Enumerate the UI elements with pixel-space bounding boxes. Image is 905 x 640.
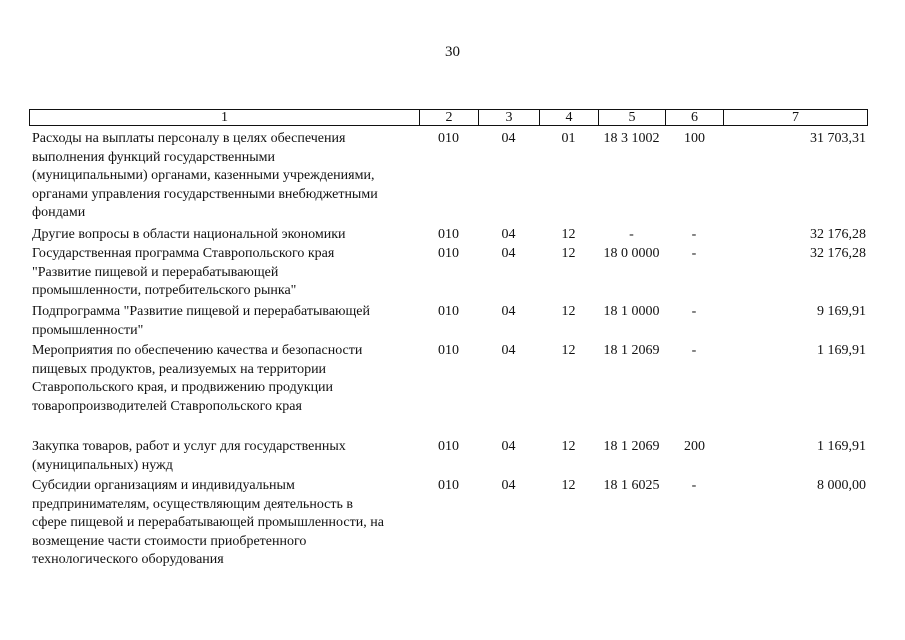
description-line: фондами [32,205,86,220]
description-line: (муниципальными) органами, казенными учреждениями, [32,168,375,183]
description-line: (муниципальных) нужд [32,457,173,473]
cell-code-2: 010 [438,439,459,454]
cell-code-6: - [691,343,697,358]
header-col-4: 4 [540,110,599,125]
description-line: выполнения функций государственными [32,149,275,165]
cell-code-4: 12 [561,343,576,358]
cell-code-6: - [691,227,697,242]
cell-amount: 9 169,91 [817,304,866,319]
description-line: органами управления государственными внебюджетными [32,186,378,202]
description-line: промышленности" [32,322,144,338]
cell-code-6: - [691,304,697,319]
description-line: Подпрограмма "Развитие пищевой и перерабатывающей [32,304,370,319]
cell-code-4: 01 [561,131,576,146]
page-number: 30 [445,44,460,60]
cell-code-2: 010 [438,227,459,242]
cell-code-2: 010 [438,478,459,493]
description-line: Ставропольского края, и продвижению продукции [32,380,334,395]
row-description [32,477,422,570]
row-description [32,342,422,416]
cell-code-5: 18 1 2069 [603,439,660,454]
cell-code-5: 18 3 1002 [603,131,660,146]
header-col-6: 6 [666,110,724,125]
cell-code-2: 010 [438,131,459,146]
cell-code-2: 010 [438,246,459,261]
cell-code-2: 010 [438,343,459,358]
description-line: возмещение части стоимости приобретенного [32,533,307,549]
description-line: пищевых продуктов, реализуемых на территории [32,361,327,377]
cell-amount: 31 703,31 [810,131,866,146]
cell-code-5: - [629,227,634,242]
cell-code-5: 18 0 0000 [603,246,660,261]
cell-code-4: 12 [561,478,576,493]
table-header [29,109,868,126]
cell-code-2: 010 [438,304,459,319]
description-line: "Развитие пищевой и перерабатывающей [32,264,279,280]
header-col-2: 2 [420,110,479,125]
cell-amount: 32 176,28 [810,246,866,261]
cell-code-5: 18 1 6025 [603,478,660,493]
description-line: технологического оборудования [32,552,224,567]
cell-code-3: 04 [501,246,516,261]
cell-code-3: 04 [501,478,516,493]
cell-code-6: 100 [684,131,705,146]
cell-code-5: 18 1 2069 [603,343,660,358]
description-line: Государственная программа Ставропольского края [32,246,335,261]
cell-code-6: 200 [684,439,705,454]
row-description [32,438,422,475]
description-line: Закупка товаров, работ и услуг для государственных [32,439,346,454]
description-line: сфере пищевой и перерабатывающей промышленности, на [32,515,384,530]
cell-code-3: 04 [501,304,516,319]
description-line: промышленности, потребительского рынка" [32,283,297,298]
row-description [32,130,422,223]
cell-amount: 32 176,28 [810,227,866,242]
row-description [32,226,422,245]
header-col-7: 7 [792,110,799,125]
cell-amount: 1 169,91 [817,439,866,454]
cell-code-3: 04 [501,227,516,242]
description-line: Субсидии организациям и индивидуальным [32,478,295,493]
description-line: предпринимателям, осуществляющим деятельность в [32,496,353,512]
cell-code-6: - [691,246,697,261]
header-col-1: 1 [30,110,420,125]
header-col-5: 5 [599,110,666,125]
header-col-3: 3 [479,110,540,125]
cell-amount: 1 169,91 [817,343,866,358]
row-description [32,303,422,340]
cell-code-5: 18 1 0000 [603,304,660,319]
cell-code-4: 12 [561,246,576,261]
cell-code-3: 04 [501,343,516,358]
description-line: Другие вопросы в области национальной экономики [32,227,346,242]
description-line: Расходы на выплаты персоналу в целях обеспечения [32,131,346,146]
cell-code-4: 12 [561,304,576,319]
cell-code-6: - [691,478,697,493]
description-line: товаропроизводителей Ставропольского края [32,398,302,414]
cell-code-3: 04 [501,131,516,146]
cell-code-4: 12 [561,439,576,454]
cell-amount: 8 000,00 [817,478,866,493]
description-line: Мероприятия по обеспечению качества и безопасности [32,343,363,358]
cell-code-3: 04 [501,439,516,454]
cell-code-4: 12 [561,227,576,242]
row-description [32,245,422,301]
